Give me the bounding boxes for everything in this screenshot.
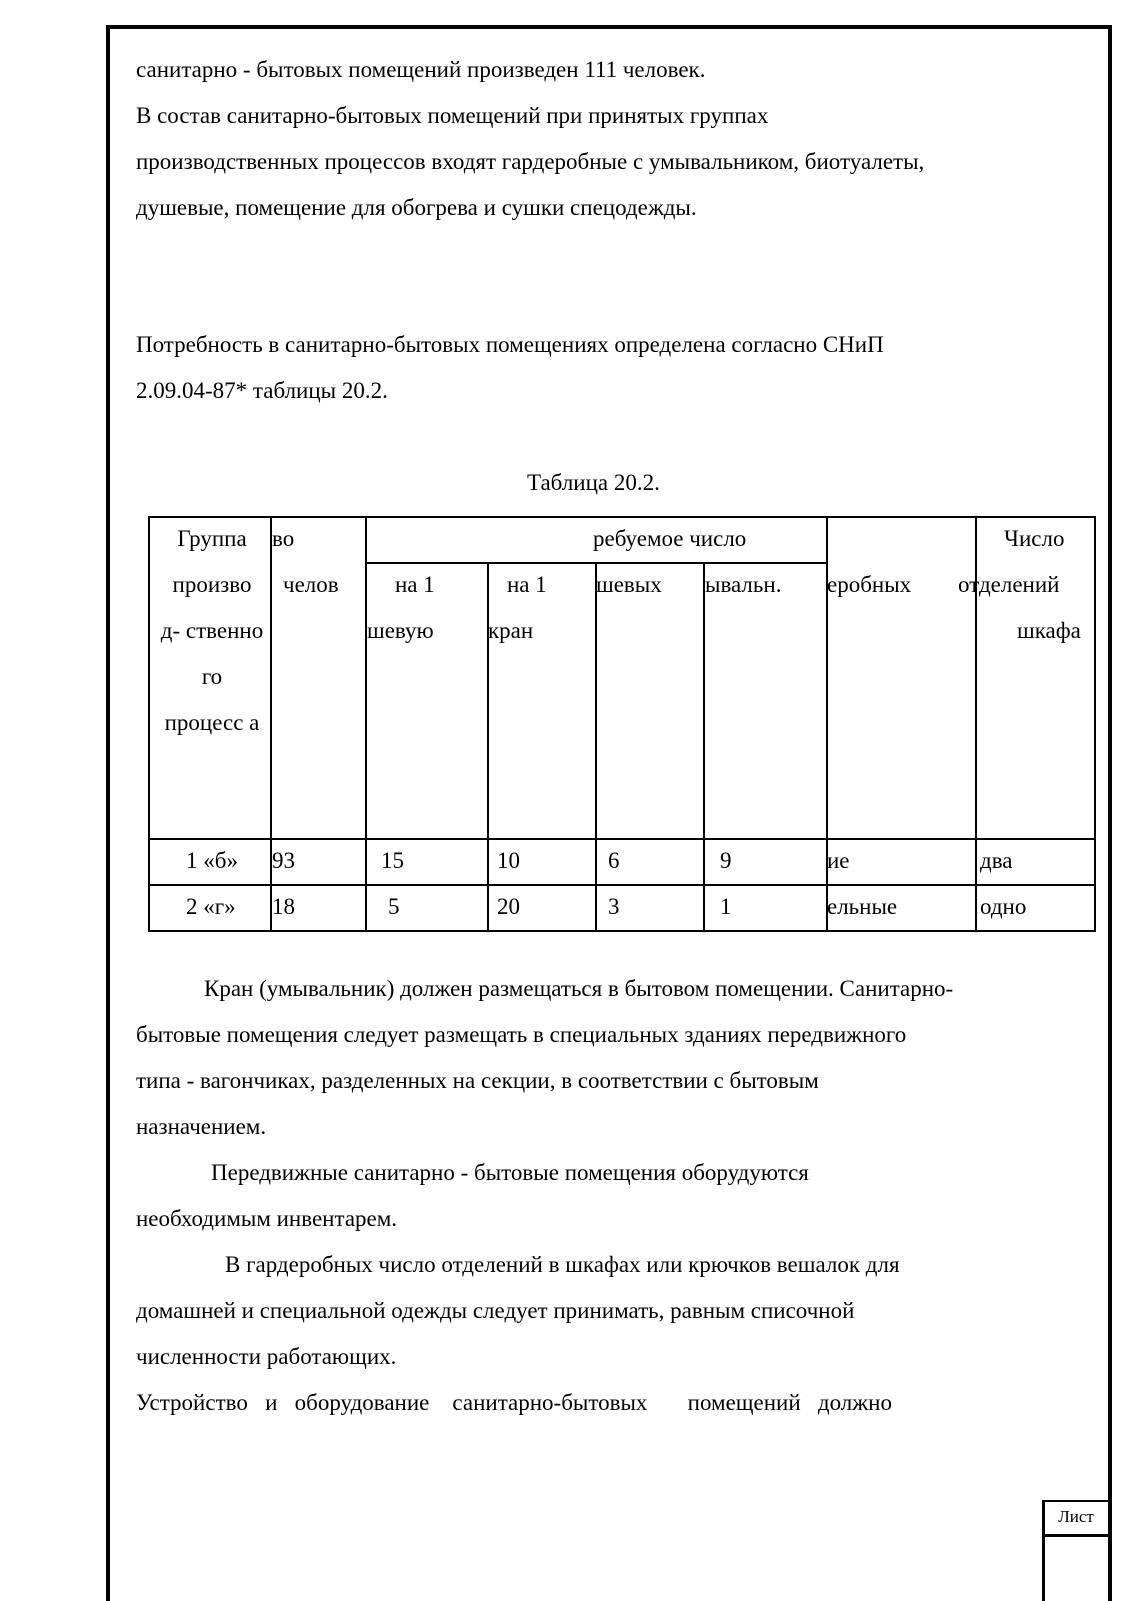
header-per-shower: на 1	[395, 572, 435, 597]
text-line: численности работающих.	[136, 1344, 397, 1369]
table-cell: 93	[272, 848, 295, 873]
text-line: бытовые помещения следует размещать в специальных зданиях передвижного	[136, 1022, 907, 1047]
table-cell: 3	[608, 894, 620, 919]
table-cell: 2 «г»	[186, 894, 236, 919]
page-frame-left	[106, 25, 110, 1601]
table-cell: 15	[381, 848, 404, 873]
table-cell: два	[980, 848, 1013, 873]
text-line: производственных процессов входят гардеробные с умывальником, биотуалеты,	[136, 149, 925, 174]
table-rule	[365, 516, 367, 932]
header-per-tap: на 1	[507, 572, 547, 597]
page-frame-top	[106, 25, 1112, 29]
text-line: Устройство и оборудование санитарно-бытовых помещений должно	[136, 1390, 892, 1415]
table-rule	[148, 930, 1096, 932]
sheet-stamp	[1042, 1500, 1110, 1601]
text-line: домашней и специальной одежды следует принимать, равным списочной	[136, 1298, 855, 1323]
header-compartments: Число	[1004, 526, 1065, 551]
text-line: необходимым инвентарем.	[136, 1206, 398, 1231]
header-wardrobes: еробных	[827, 572, 912, 597]
text-line: Передвижные санитарно - бытовые помещения оборудуются	[211, 1160, 809, 1185]
text-line: типа - вагончиках, разделенных на секции, в соответствии с бытовым	[136, 1068, 819, 1093]
text-line: душевые, помещение для обогрева и сушки спецодежды.	[136, 195, 697, 220]
table-cell: 18	[272, 894, 295, 919]
text-line: Кран (умывальник) должен размещаться в бытовом помещении. Санитарно-	[204, 976, 954, 1001]
page-frame-right	[1108, 25, 1112, 1601]
header-count: во	[272, 526, 295, 551]
table-cell: 1	[720, 894, 732, 919]
table-cell: 20	[497, 894, 520, 919]
header-compartments: отделений	[958, 572, 1060, 597]
header-washbasins: ывальн.	[705, 572, 782, 597]
header-per-shower: шевую	[367, 618, 434, 643]
table-cell: одно	[980, 894, 1027, 919]
table-cell: 1 «б»	[186, 848, 238, 873]
table-rule	[595, 562, 597, 932]
table-rule	[1094, 516, 1096, 932]
table-cell: ельные	[827, 894, 898, 919]
table-cell: 10	[497, 848, 520, 873]
table-cell: 6	[608, 848, 620, 873]
header-per-tap: кран	[488, 618, 534, 643]
header-compartments: шкафа	[1017, 618, 1081, 643]
text-line: В гардеробных число отделений в шкафах или крючков вешалок для	[225, 1252, 900, 1277]
text-line: санитарно - бытовых помещений произведен 111 человек.	[136, 57, 706, 82]
text-line: В состав санитарно-бытовых помещений при принятых группах	[136, 103, 769, 128]
table-caption: Таблица 20.2.	[527, 470, 660, 495]
header-required: ребуемое число	[593, 526, 747, 551]
table-cell: ие	[827, 848, 850, 873]
header-showers: шевых	[596, 572, 662, 597]
table-rule	[703, 562, 705, 932]
table-cell: 5	[388, 894, 400, 919]
header-people: челов	[283, 572, 339, 597]
table-cell: 9	[720, 848, 732, 873]
sheet-label: Лист	[1058, 1507, 1094, 1526]
stamp-border	[1042, 1534, 1110, 1537]
header-group: Группа произво д- ственно го процесс а	[160, 526, 264, 735]
table-rule	[148, 516, 150, 932]
text-line: назначением.	[136, 1114, 267, 1139]
text-line: 2.09.04-87* таблицы 20.2.	[136, 378, 388, 403]
sanitary-rooms-table	[148, 516, 1096, 934]
stamp-border	[1042, 1500, 1110, 1502]
text-line: Потребность в санитарно-бытовых помещениях определена согласно СНиП	[136, 332, 884, 357]
